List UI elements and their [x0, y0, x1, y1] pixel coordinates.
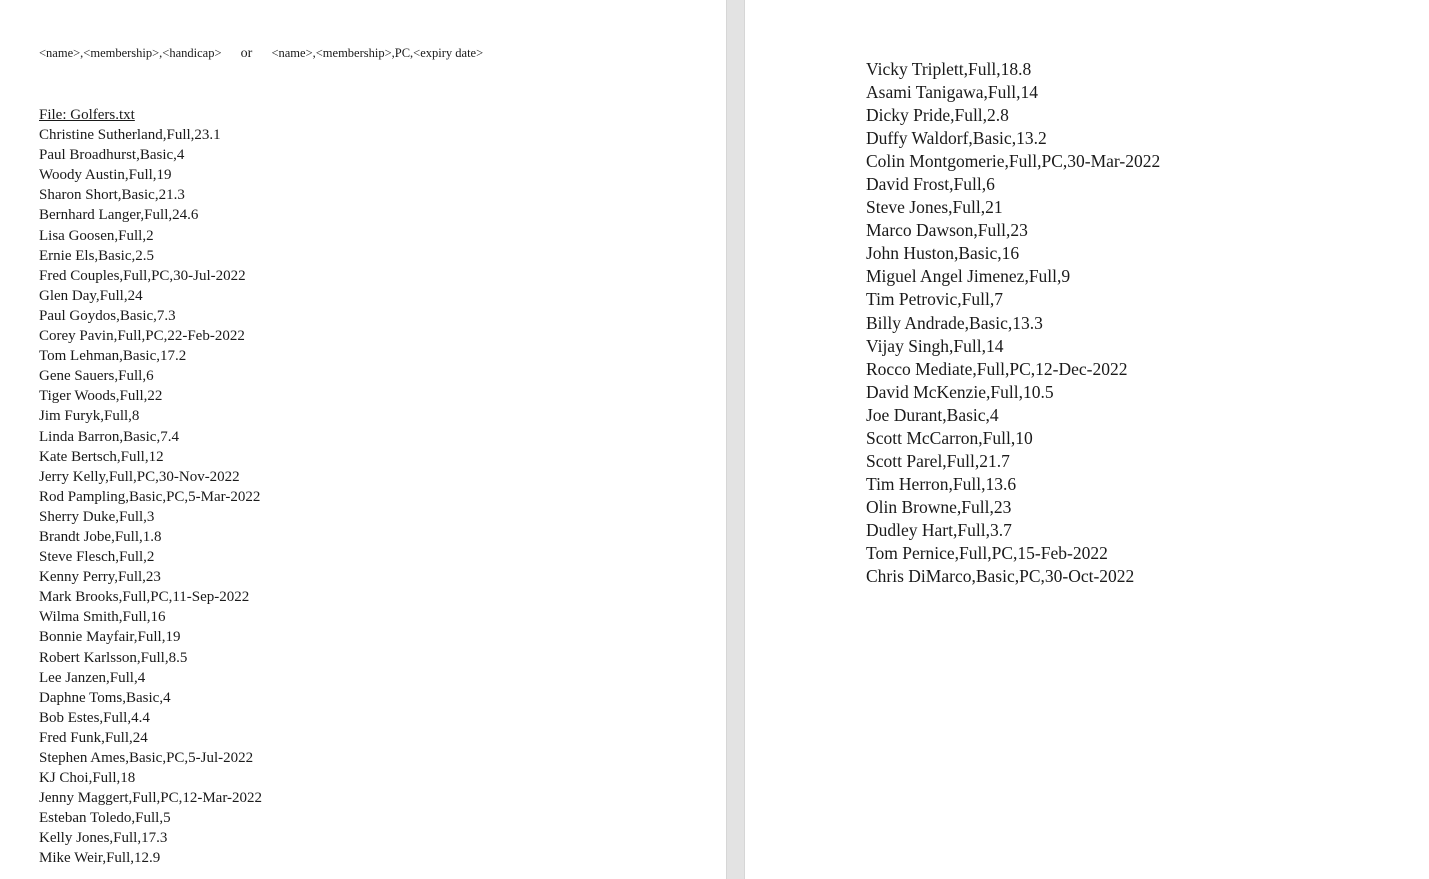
- golfer-record: David McKenzie,Full,10.5: [866, 381, 1054, 402]
- golfer-record: Steve Flesch,Full,2: [39, 549, 155, 566]
- golfer-record: Corey Pavin,Full,PC,22-Feb-2022: [39, 328, 245, 345]
- golfer-record: Ernie Els,Basic,2.5: [39, 247, 154, 264]
- golfer-record: Tim Petrovic,Full,7: [866, 289, 1003, 310]
- page-right: [745, 0, 1429, 879]
- golfer-record: Esteban Toledo,Full,5: [39, 810, 171, 827]
- golfer-record: David Frost,Full,6: [866, 174, 995, 195]
- golfer-record: Steve Jones,Full,21: [866, 197, 1003, 218]
- golfer-record: Tim Herron,Full,13.6: [866, 473, 1017, 494]
- golfer-record: Vicky Triplett,Full,18.8: [866, 59, 1032, 79]
- golfer-record: Jim Furyk,Full,8: [39, 408, 140, 425]
- golfer-record: Sherry Duke,Full,3: [39, 508, 155, 525]
- golfer-record: Billy Andrade,Basic,13.3: [866, 312, 1043, 333]
- golfer-list-left: [39, 105, 262, 869]
- golfer-record: Mark Brooks,Full,PC,11-Sep-2022: [39, 589, 250, 606]
- golfer-record: Asami Tanigawa,Full,14: [866, 82, 1038, 103]
- golfer-record: Sharon Short,Basic,21.3: [39, 187, 185, 204]
- golfer-record: Scott McCarron,Full,10: [866, 427, 1033, 448]
- golfer-record: Miguel Angel Jimenez,Full,9: [866, 266, 1071, 287]
- golfer-record: Tom Pernice,Full,PC,15-Feb-2022: [866, 542, 1108, 563]
- golfer-record: Daphne Toms,Basic,4: [39, 689, 171, 706]
- golfer-record: Brandt Jobe,Full,1.8: [39, 528, 162, 545]
- format-pattern-pc: <name>,<membership>,PC,<expiry date>: [271, 46, 484, 60]
- format-separator: or: [240, 46, 253, 61]
- golfer-record: Jerry Kelly,Full,PC,30-Nov-2022: [39, 468, 240, 485]
- golfer-record: Rocco Mediate,Full,PC,12-Dec-2022: [866, 358, 1128, 379]
- left-records: [39, 125, 262, 868]
- golfer-record: Colin Montgomerie,Full,PC,30-Mar-2022: [866, 151, 1161, 172]
- golfer-record: Lisa Goosen,Full,2: [39, 227, 154, 244]
- golfer-record: Fred Couples,Full,PC,30-Jul-2022: [39, 267, 246, 284]
- golfer-record: Kelly Jones,Full,17.3: [39, 830, 168, 847]
- golfer-record: Marco Dawson,Full,23: [866, 220, 1028, 241]
- golfer-record: Glen Day,Full,24: [39, 287, 143, 304]
- golfer-record: Tiger Woods,Full,22: [39, 388, 163, 405]
- golfer-record: Christine Sutherland,Full,23.1: [39, 127, 221, 144]
- golfer-record: Chris DiMarco,Basic,PC,30-Oct-2022: [866, 566, 1135, 587]
- golfer-record: Lee Janzen,Full,4: [39, 669, 146, 686]
- golfer-record: Scott Parel,Full,21.7: [866, 450, 1010, 471]
- golfer-record: Bonnie Mayfair,Full,19: [39, 629, 181, 646]
- file-title: File: Golfers.txt: [39, 107, 135, 123]
- golfer-record: Duffy Waldorf,Basic,13.2: [866, 128, 1047, 149]
- golfer-record: Fred Funk,Full,24: [39, 729, 148, 746]
- golfer-record: Bob Estes,Full,4.4: [39, 709, 150, 726]
- golfer-record: Paul Broadhurst,Basic,4: [39, 147, 185, 164]
- golfer-record: Bernhard Langer,Full,24.6: [39, 207, 199, 224]
- golfer-list-right: [866, 58, 1160, 588]
- golfer-record: Rod Pampling,Basic,PC,5-Mar-2022: [39, 488, 261, 505]
- golfer-record: Mike Weir,Full,12.9: [39, 850, 161, 867]
- page-gutter: [726, 0, 745, 879]
- golfer-record: Paul Goydos,Basic,7.3: [39, 307, 176, 324]
- golfer-record: Wilma Smith,Full,16: [39, 609, 166, 626]
- format-pattern-handicap: <name>,<membership>,<handicap>: [39, 46, 222, 60]
- golfer-record: Gene Sauers,Full,6: [39, 368, 154, 385]
- record-format-line: [39, 46, 483, 62]
- golfer-record: Robert Karlsson,Full,8.5: [39, 649, 188, 666]
- golfer-record: KJ Choi,Full,18: [39, 770, 136, 787]
- golfer-record: Kate Bertsch,Full,12: [39, 448, 164, 465]
- golfer-record: Dudley Hart,Full,3.7: [866, 519, 1012, 540]
- golfer-record: Joe Durant,Basic,4: [866, 404, 999, 425]
- golfer-record: Vijay Singh,Full,14: [866, 335, 1004, 356]
- golfer-record: John Huston,Basic,16: [866, 243, 1020, 264]
- golfer-record: Stephen Ames,Basic,PC,5-Jul-2022: [39, 750, 254, 766]
- golfer-record: Jenny Maggert,Full,PC,12-Mar-2022: [39, 790, 263, 807]
- golfer-record: Olin Browne,Full,23: [866, 496, 1012, 517]
- golfer-record: Tom Lehman,Basic,17.2: [39, 348, 187, 365]
- golfer-record: Dicky Pride,Full,2.8: [866, 105, 1009, 126]
- golfer-record: Kenny Perry,Full,23: [39, 569, 161, 586]
- golfer-record: Linda Barron,Basic,7.4: [39, 428, 179, 445]
- golfer-record: Woody Austin,Full,19: [39, 167, 172, 184]
